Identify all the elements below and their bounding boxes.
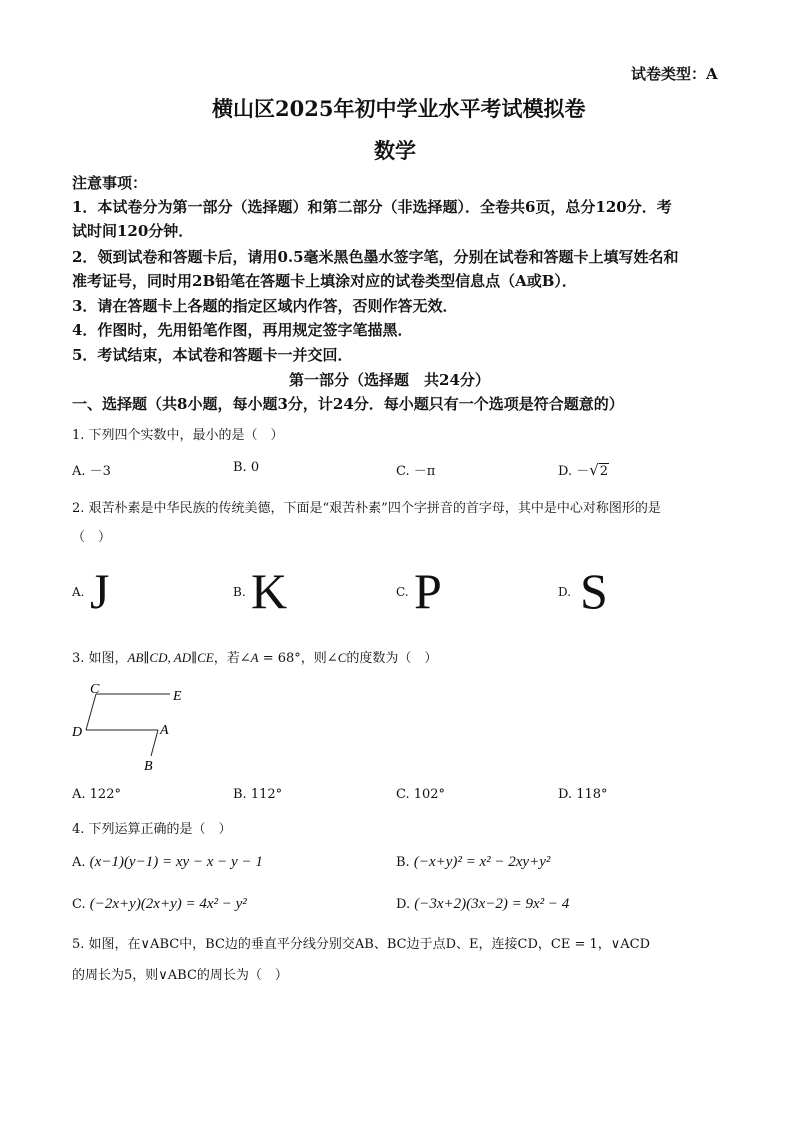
segment-cd <box>86 694 96 730</box>
notice-line-7: 5．考试结束，本试卷和答题卡一并交回． <box>72 346 353 364</box>
part1-title: 第一部分（选择题 共24分） <box>289 371 490 389</box>
q2-option-b-label: B. <box>233 585 246 599</box>
q4-d-label: D. <box>396 897 411 912</box>
q2-option-c-letter: P <box>414 563 442 619</box>
q4-a-expr: (x−1)(y−1) = xy − x − y − 1 <box>89 854 263 870</box>
q1-d-radicand: 2 <box>599 464 609 479</box>
q4-a-label: A. <box>72 855 86 870</box>
q1-option-a: A. －3 <box>72 464 111 479</box>
notice-line-1: 1．本试卷分为第一部分（选择题）和第二部分（非选择题）．全卷共6页，总分120分．考 <box>72 198 672 216</box>
q3-angle-a: A <box>250 650 259 665</box>
q5-stem-line2: 的周长为5，则∨ABC的周长为（ ） <box>72 968 288 983</box>
q1-option-b: B. 0 <box>233 460 260 475</box>
q3-stem-eq: = 68° <box>258 651 301 666</box>
q3-option-c: C. 102° <box>396 787 446 802</box>
q1-stem: 1. 下列四个实数中，最小的是（ ） <box>72 428 284 443</box>
q5-stem-line1: 5. 如图，在∨ABC中，BC边的垂直平分线分别交AB、BC边于点D、E，连接CD，CE = 1，∨ACD <box>72 937 651 952</box>
section-heading: 一、选择题（共8小题，每小题3分，计24分．每小题只有一个选项是符合题意的） <box>72 395 624 413</box>
q4-b-label: B. <box>396 855 410 870</box>
q2-option-d-letter: S <box>580 563 608 619</box>
q1-option-d <box>558 460 609 479</box>
segment-ab <box>151 730 158 756</box>
q3-angle-c: C <box>337 650 347 665</box>
q4-c-expr: (−2x+y)(2x+y) = 4x² − y² <box>89 896 247 912</box>
notice-line-6: 4．作图时，先用铅笔作图，再用规定签字笔描黑． <box>72 321 413 339</box>
q4-option-c <box>72 896 247 913</box>
exam-title: 横山区2025年初中学业水平考试模拟卷 <box>212 96 586 121</box>
label-e: E <box>173 689 182 704</box>
q3-condition: AB∥CD, AD∥CE <box>127 650 214 665</box>
label-c: C <box>90 682 100 697</box>
q3-stem <box>72 647 437 666</box>
q1-option-c: C. －π <box>396 464 436 479</box>
q3-stem-mid: ，若∠ <box>213 651 251 666</box>
q3-option-b: B. 112° <box>233 787 283 802</box>
q2-stem-line2: （ ） <box>72 530 112 545</box>
label-a: A <box>160 723 169 738</box>
q4-c-label: C. <box>72 897 86 912</box>
q2-option-a-label: A. <box>72 585 85 599</box>
q2-option-d-label: D. <box>558 585 572 599</box>
q3-stem-end: 的度数为（ ） <box>346 651 438 666</box>
subject-title: 数学 <box>374 138 416 163</box>
paper-type: 试卷类型：A <box>631 65 718 83</box>
notice-line-4: 准考证号，同时用2B铅笔在答题卡上填涂对应的试卷类型信息点（A或B）． <box>72 272 577 290</box>
q4-b-expr: (−x+y)² = x² − 2xy+y² <box>413 854 551 870</box>
q4-stem: 4. 下列运算正确的是（ ） <box>72 822 232 837</box>
sqrt-sign: √ <box>589 461 599 479</box>
q4-d-expr: (−3x+2)(3x−2) = 9x² − 4 <box>414 896 570 912</box>
q3-stem-mid2: ，则∠ <box>300 651 338 666</box>
notice-line-5: 3．请在答题卡上各题的指定区域内作答，否则作答无效． <box>72 297 458 315</box>
q2-option-a-letter: J <box>90 563 110 619</box>
q4-option-b <box>396 854 550 871</box>
q2-option-c-label: C. <box>396 585 409 599</box>
notice-line-2: 试时间120分钟． <box>72 222 194 240</box>
notice-line-3: 2．领到试卷和答题卡后，请用0.5毫米黑色墨水签字笔，分别在试卷和答题卡上填写姓名和 <box>72 248 679 266</box>
q3-stem-prefix: 3. 如图， <box>72 651 128 666</box>
notice-heading: 注意事项： <box>72 174 148 192</box>
q2-option-b-letter: K <box>251 563 288 619</box>
q3-option-d: D. 118° <box>558 787 608 802</box>
label-d: D <box>72 725 83 740</box>
q4-option-d <box>396 896 569 913</box>
q1-d-prefix: D. － <box>558 464 590 479</box>
q2-stem-line1: 2. 艰苦朴素是中华民族的传统美德，下面是“艰苦朴素”四个字拼音的首字母，其中是中心对称图形的是 <box>72 501 661 516</box>
q4-option-a <box>72 854 263 871</box>
q3-figure <box>66 678 206 778</box>
q3-option-a: A. 122° <box>72 787 121 802</box>
label-b: B <box>144 759 153 774</box>
